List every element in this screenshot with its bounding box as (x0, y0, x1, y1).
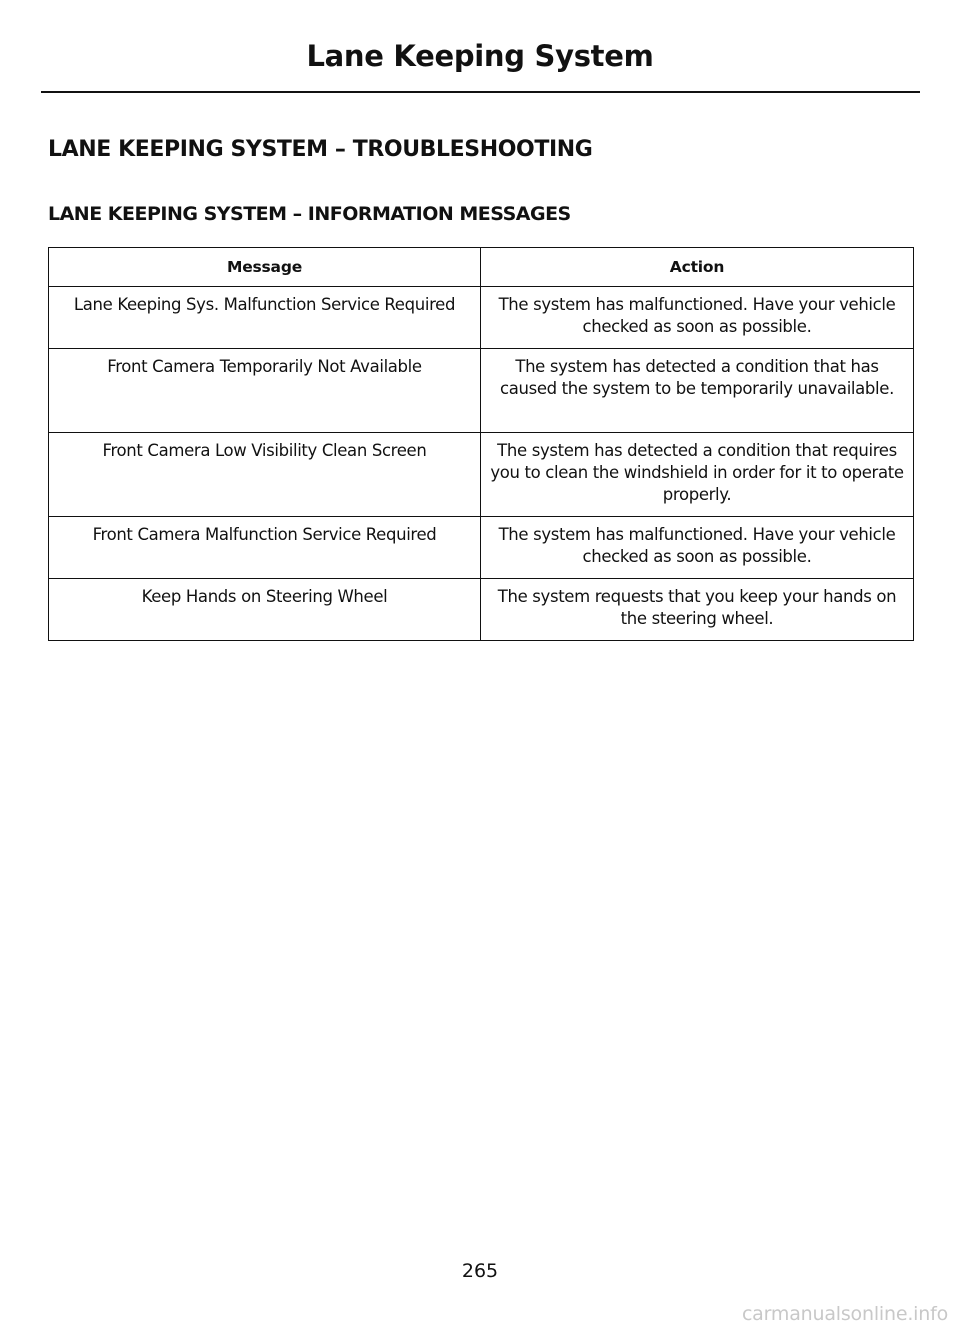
table-header-row (49, 248, 914, 287)
footer-watermark: carmanualsonline.info (741, 1303, 948, 1325)
action-cell: The system has malfunctioned. Have your vehicle checked as soon as possible. (481, 517, 914, 579)
message-cell: Front Camera Low Visibility Clean Screen (49, 433, 481, 517)
message-cell: Front Camera Malfunction Service Required (49, 517, 481, 579)
action-cell: The system has detected a condition that has caused the system to be temporarily unavailable. (481, 349, 914, 433)
table-row (49, 433, 914, 517)
information-messages-table (48, 247, 914, 641)
subsection-title: LANE KEEPING SYSTEM – INFORMATION MESSAGES (48, 203, 571, 225)
message-cell: Lane Keeping Sys. Malfunction Service Required (49, 287, 481, 349)
header-divider (41, 91, 920, 93)
column-header-action: Action (481, 248, 914, 287)
message-cell: Front Camera Temporarily Not Available (49, 349, 481, 433)
column-header-message: Message (49, 248, 481, 287)
table-row (49, 349, 914, 433)
running-header-title: Lane Keeping System (306, 39, 654, 73)
action-cell: The system has malfunctioned. Have your vehicle checked as soon as possible. (481, 287, 914, 349)
table-row (49, 287, 914, 349)
action-cell: The system requests that you keep your hands on the steering wheel. (481, 579, 914, 641)
table-row (49, 579, 914, 641)
table-row (49, 517, 914, 579)
message-cell: Keep Hands on Steering Wheel (49, 579, 481, 641)
page-number: 265 (461, 1260, 499, 1282)
section-title: LANE KEEPING SYSTEM – TROUBLESHOOTING (48, 137, 593, 162)
action-cell: The system has detected a condition that requires you to clean the windshield in order for it to operate properly. (481, 433, 914, 517)
